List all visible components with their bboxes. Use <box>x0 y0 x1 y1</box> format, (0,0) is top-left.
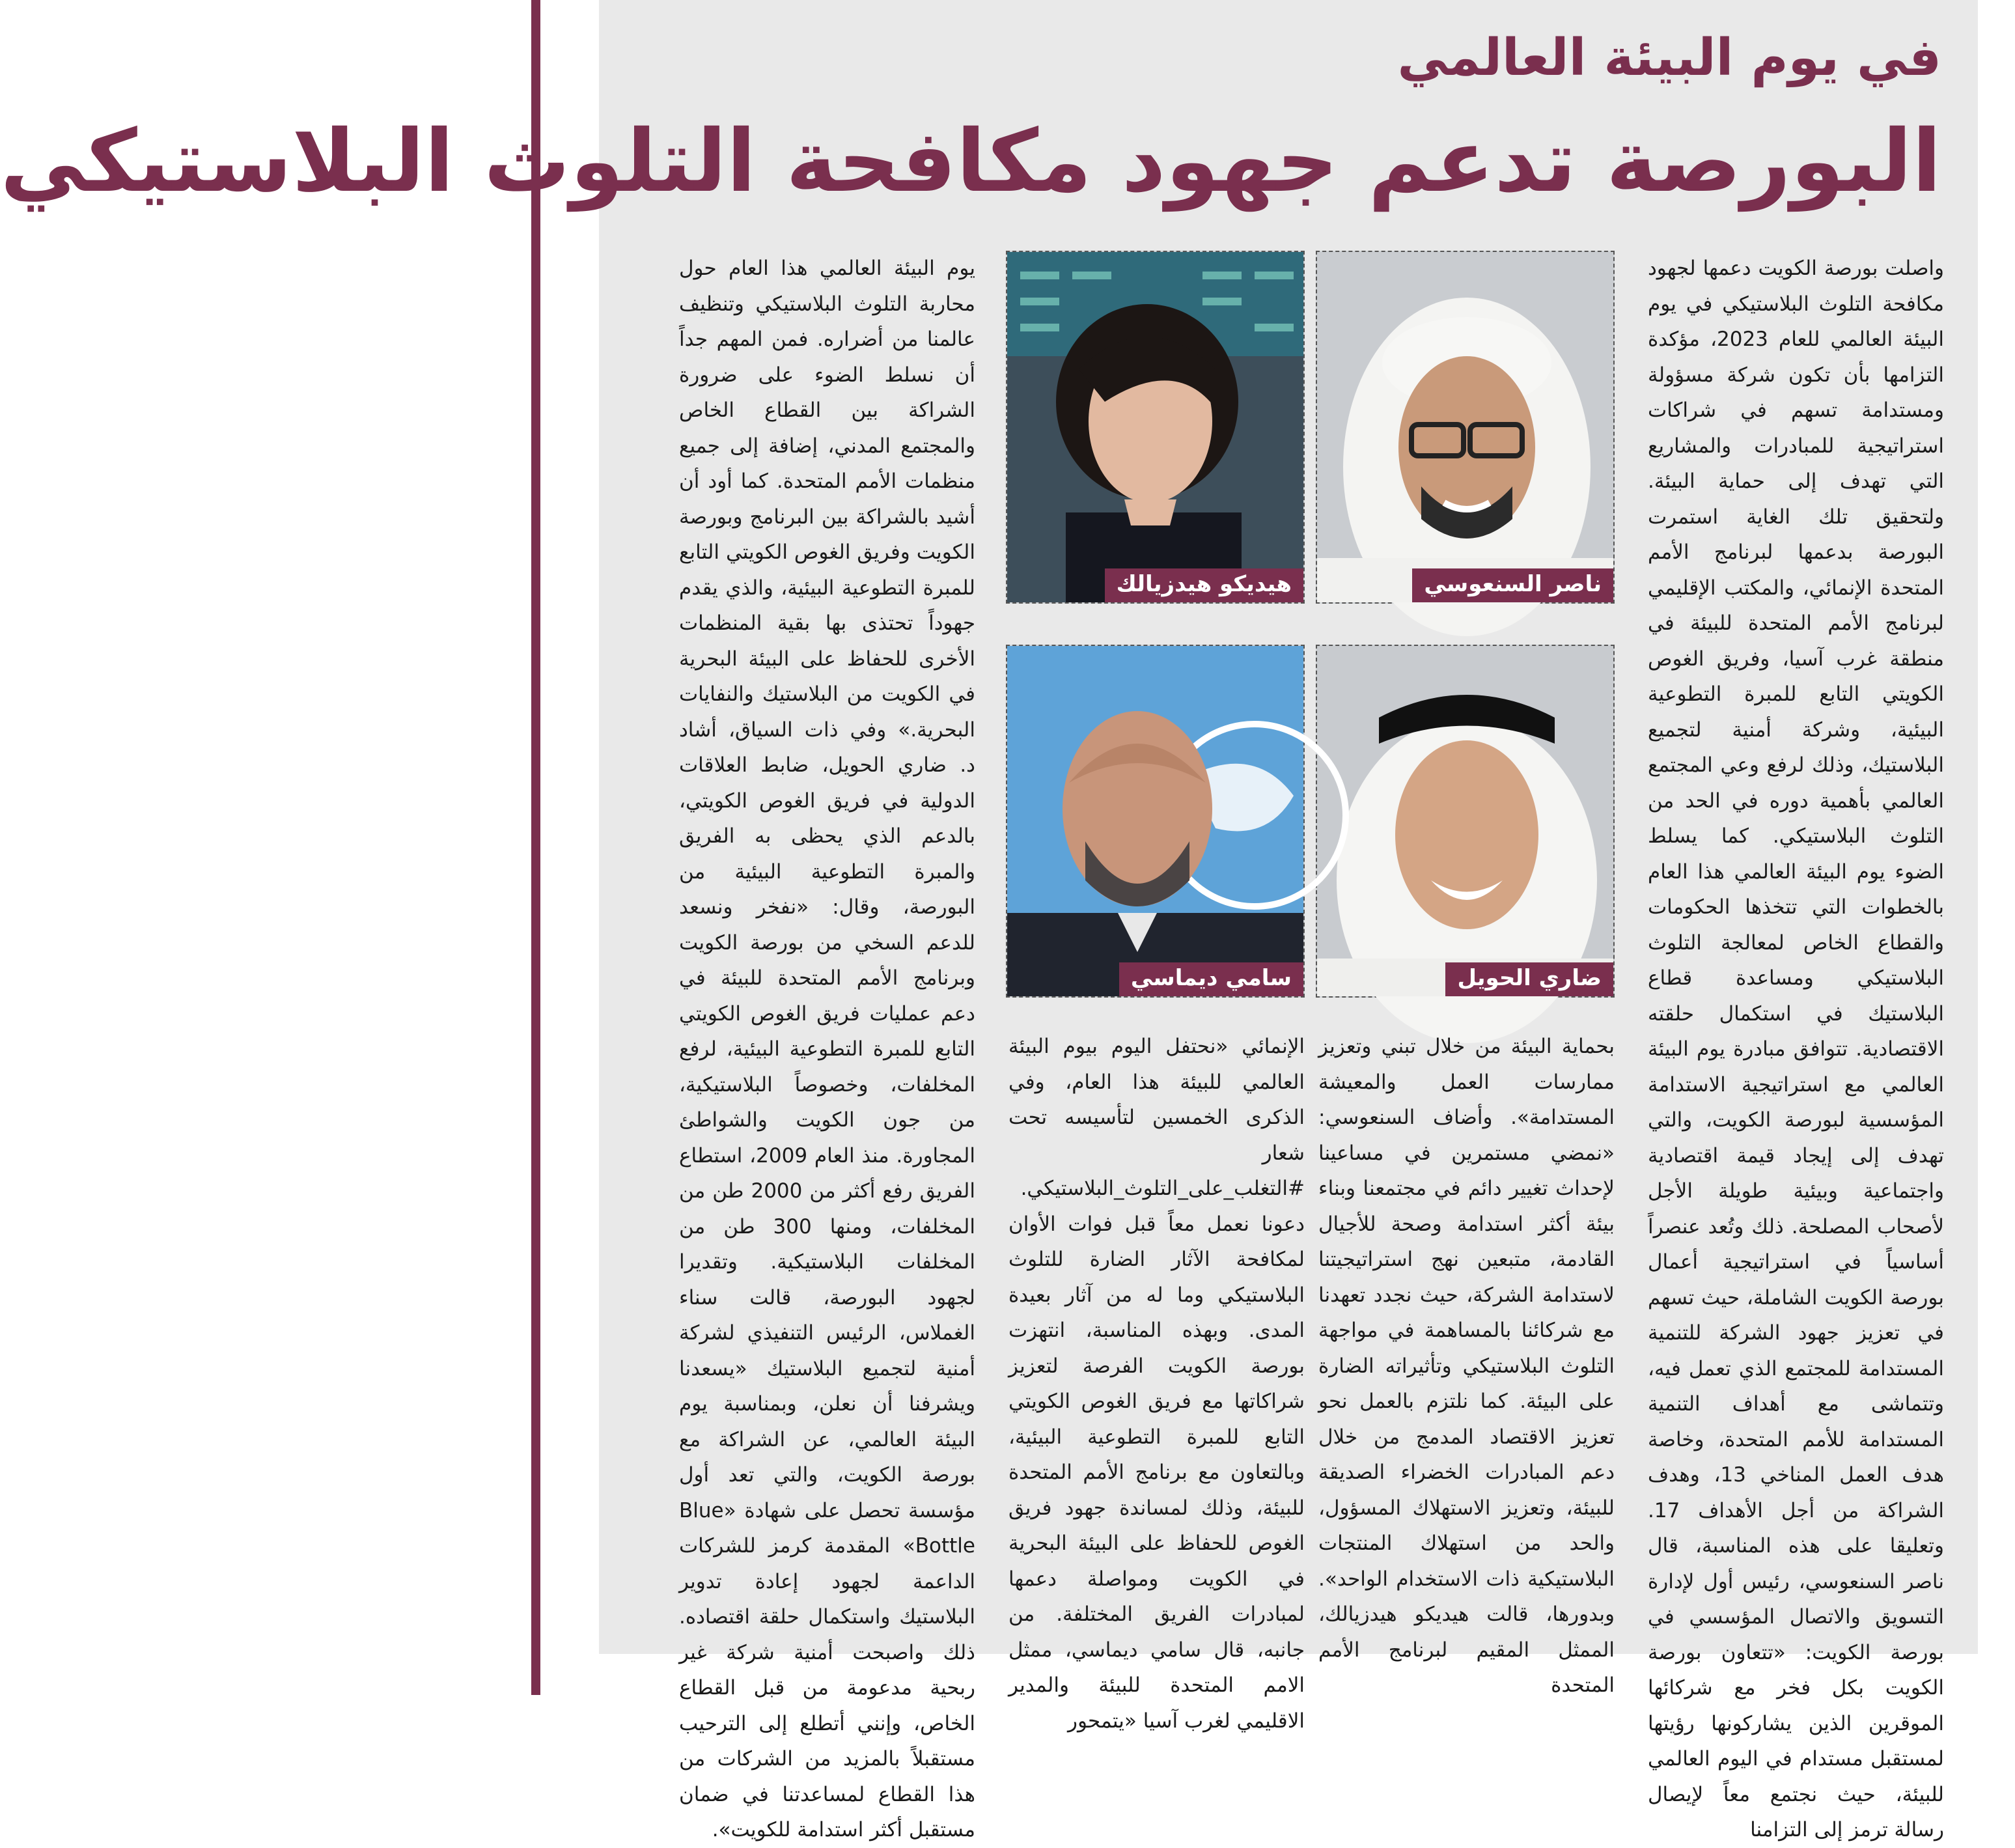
caption-naser: ناصر السنعوسي <box>1412 568 1613 602</box>
article-kicker: في يوم البيئة العالمي <box>1397 29 1941 87</box>
caption-heidiko: هيديكو هيدزيالك <box>1105 568 1303 602</box>
article-column-1 <box>1648 251 1944 1841</box>
photo-dhari-alhuwail <box>1316 645 1615 998</box>
caption-sami: سامي ديماسي <box>1119 962 1303 996</box>
portrait-image <box>1317 646 1613 996</box>
article-column-3 <box>1008 1029 1305 1733</box>
portrait-image <box>1317 252 1613 602</box>
portrait-image <box>1007 252 1303 602</box>
article-headline: البورصة تدعم جهود مكافحة التلوث البلاستيكي <box>0 111 1941 212</box>
column-4-text: يوم البيئة العالمي هذا العام حول محاربة التلوث البلاستيكي وتنظيف عالمنا من أضراره. فمن المهم جداً أن نسلط الضوء على ضرورة الشراكة بين القطاع الخاص والمجتمع المدني، إضافة إلى جميع منظمات الأمم المتحدة. كما أود أن أشيد بالشراكة بين البرنامج وبورصة الكويت وفريق الغوص الكويتي التابع للمبرة التطوعية البيئية، والذي يقدم جهوداً تحتذى بها بقية المنظمات الأخرى للحفاظ على البيئة البحرية في الكويت من البلاستيك والنفايات البحرية.» وفي ذات السياق، أشاد د. ضاري الحويل، ضابط العلاقات الدولية في فريق الغوص الكويتي، بالدعم الذي يحظى به الفريق والمبرة التطوعية البيئية من البورصة، وقال: «نفخر ونسعد للدعم السخي من بورصة الكويت وبرنامج الأمم المتحدة للبيئة في دعم عمليات فريق الغوص الكويتي التابع للمبرة التطوعية البيئية، لرفع المخلفات، وخصوصاً البلاستيكية، من جون الكويت والشواطئ المجاورة. منذ العام 2009، استطاع الفريق رفع أكثر من 2000 طن من المخلفات، ومنها 300 طن من المخلفات البلاستيكية. وتقديرا لجهود البورصة، قالت سناء الغملاس، الرئيس التنفيذي لشركة أمنية لتجميع البلاستيك «يسعدنا ويشرفنا أن نعلن، وبمناسبة يوم البيئة العالمي، عن الشراكة مع بورصة الكويت، والتي تعد أول مؤسسة تحصل على شهادة «Blue Bottle» المقدمة كرمز للشركات الداعمة لجهود إعادة تدوير البلاستيك واستكمال حلقة اقتصاده. ذلك واصبحت أمنية شركة غير ربحية مدعومة من قبل القطاع الخاص، وإنني أتطلع إلى الترحيب مستقبلاً بالمزيد من الشركات من هذا القطاع لمساعدتنا في ضمان مستقبل أكثر استدامة للكويت». <box>679 257 975 1841</box>
portrait-image <box>1007 646 1303 996</box>
photo-heidiko-hidzyalk <box>1006 251 1305 604</box>
article-column-4 <box>679 251 975 1841</box>
photo-naser-alsanousi <box>1316 251 1615 604</box>
article-column-2 <box>1318 1029 1615 1697</box>
column-1-text: واصلت بورصة الكويت دعمها لجهود مكافحة التلوث البلاستيكي في يوم البيئة العالمي للعام 2023، مؤكدة التزامها بأن تكون شركة مسؤولة ومستدامة تسهم في شراكات استراتيجية للمبادرات والمشاريع التي تهدف إلى حماية البيئة. ولتحقيق تلك الغاية استمرت البورصة بدعمها لبرنامج الأمم المتحدة الإنمائي، والمكتب الإقليمي لبرنامج الأمم المتحدة للبيئة في منطقة غرب آسيا، وفريق الغوص الكويتي التابع للمبرة التطوعية البيئية، وشركة أمنية لتجميع البلاستيك، وذلك لرفع وعي المجتمع العالمي بأهمية دوره في الحد من التلوث البلاستيكي. كما يسلط الضوء يوم البيئة العالمي هذا العام بالخطوات التي تتخذها الحكومات والقطاع الخاص لمعالجة التلوث البلاستيكي ومساعدة قطاع البلاستيك في استكمال حلقته الاقتصادية. تتوافق مبادرة يوم البيئة العالمي مع استراتيجية الاستدامة المؤسسية لبورصة الكويت، والتي تهدف إلى إيجاد قيمة اقتصادية واجتماعية وبيئية طويلة الأجل لأصحاب المصلحة. ذلك وتُعد عنصراً أساسياً في استراتيجية أعمال بورصة الكويت الشاملة، حيث تسهم في تعزيز جهود الشركة للتنمية المستدامة للمجتمع الذي تعمل فيه، وتتماشى مع أهداف التنمية المستدامة للأمم المتحدة، وخاصة هدف العمل المناخي 13، وهدف الشراكة من أجل الأهداف 17. وتعليقا على هذه المناسبة، قال ناصر السنعوسي، رئيس أول لإدارة التسويق والاتصال المؤسسي في بورصة الكويت: «تتعاون بورصة الكويت بكل فخر مع شركائها الموقرين الذين يشاركونها رؤيتها لمستقبل مستدام في اليوم العالمي للبيئة، حيث نجتمع معاً لإيصال رسالة ترمز إلى التزامنا <box>1648 257 1944 1841</box>
left-accent-bar <box>531 0 540 1695</box>
column-3-text: الإنمائي «نحتفل اليوم بيوم البيئة العالمي للبيئة هذا العام، وفي الذكرى الخمسين لتأسيسه تحت شعار #التغلب_على_التلوث_البلاستيكي. دعونا نعمل معاً قبل فوات الأوان لمكافحة الآثار الضارة للتلوث البلاستيكي وما له من آثار بعيدة المدى. وبهذه المناسبة، انتهزت بورصة الكويت الفرصة لتعزيز شراكاتها مع فريق الغوص الكويتي التابع للمبرة التطوعية البيئية، وبالتعاون مع برنامج الأمم المتحدة للبيئة، وذلك لمساندة جهود فريق الغوص للحفاظ على البيئة البحرية في الكويت ومواصلة دعمها لمبادرات الفريق المختلفة. من جانبه، قال سامي ديماسي، ممثل الامم المتحدة للبيئة والمدير الاقليمي لغرب آسيا «يتمحور <box>1008 1035 1305 1733</box>
caption-dhari: ضاري الحويل <box>1445 962 1613 996</box>
column-2-text: بحماية البيئة من خلال تبني وتعزيز ممارسات العمل والمعيشة المستدامة». وأضاف السنعوسي: «نمضي مستمرين في مساعينا لإحداث تغيير دائم في مجتمعنا وبناء بيئة أكثر استدامة وصحة للأجيال القادمة، متبعين نهج استراتيجيتنا لاستدامة الشركة، حيث نجدد تعهدنا مع شركائنا بالمساهمة في مواجهة التلوث البلاستيكي وتأثيراته الضارة على البيئة. كما نلتزم بالعمل نحو تعزيز الاقتصاد المدمج من خلال دعم المبادرات الخضراء الصديقة للبيئة، وتعزيز الاستهلاك المسؤول، والحد من استهلاك المنتجات البلاستيكية ذات الاستخدام الواحد». وبدورها، قالت هيديكو هيدزيالك، الممثل المقيم لبرنامج الأمم المتحدة <box>1318 1035 1615 1697</box>
photo-sami-dimassi <box>1006 645 1305 998</box>
